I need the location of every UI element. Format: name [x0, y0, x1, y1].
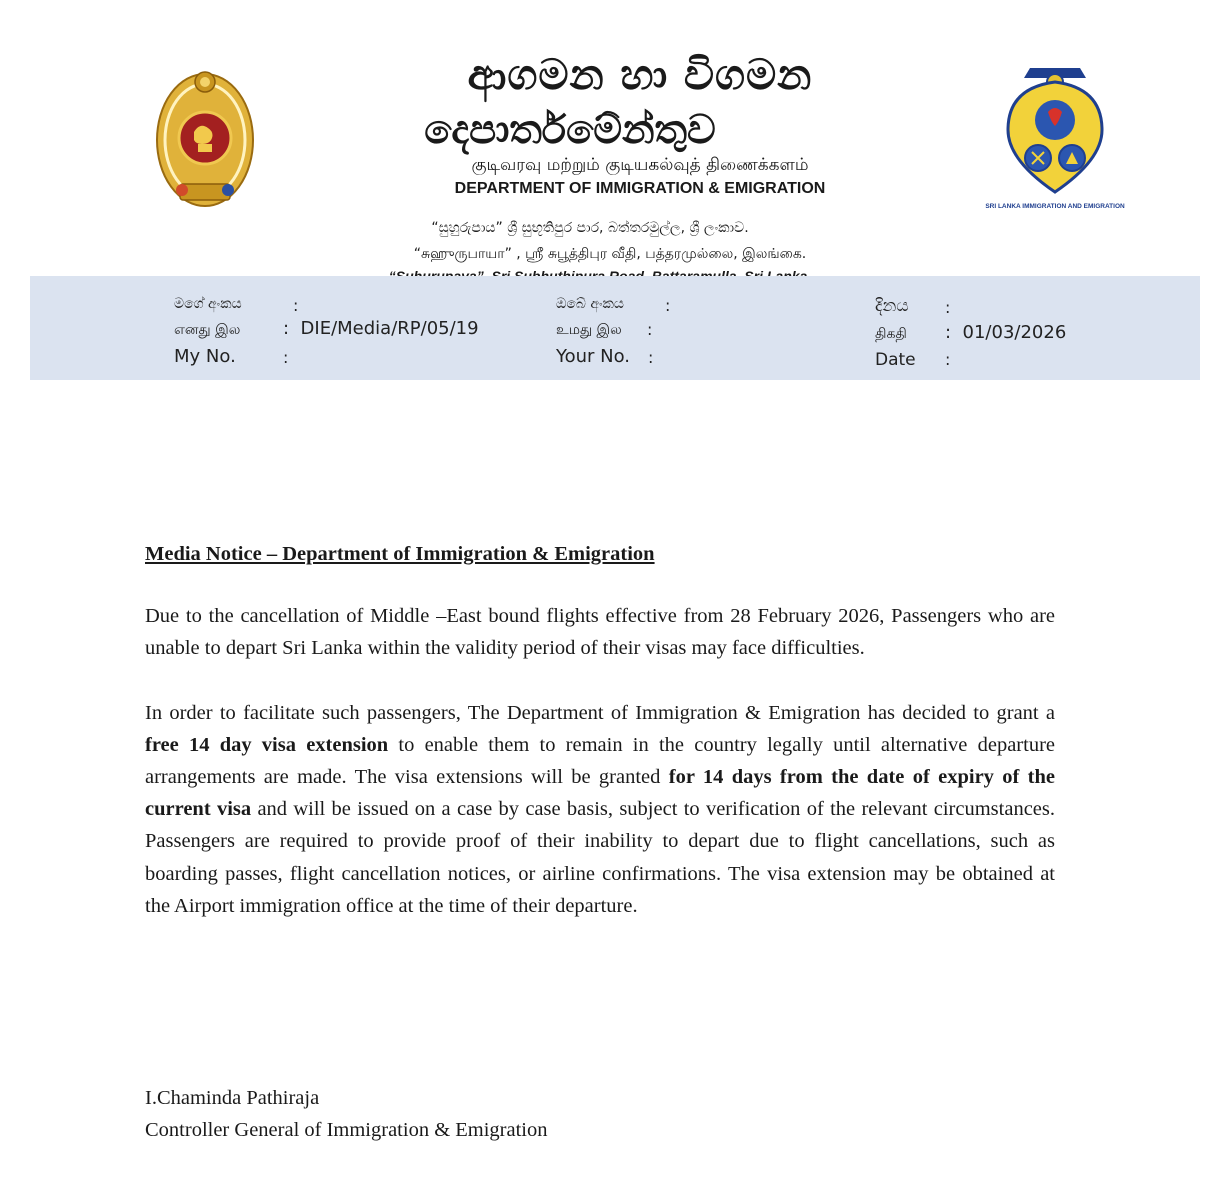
- my-no-value: : DIE/Media/RP/05/19: [283, 318, 479, 339]
- my-no-label-english: My No.: [174, 346, 236, 367]
- department-title-tamil: குடிவரவு மற்றும் குடியகல்வுத் திணைக்களம்: [471, 155, 809, 175]
- address-sinhala: “සුහුරුපාය” ශ්‍රී සුභූතිපුර පාර, බත්තරමුල්ල, ශ්‍රී ලංකාව.: [431, 220, 749, 236]
- your-no-label-english: Your No.: [556, 346, 631, 367]
- date-value: : 01/03/2026: [945, 322, 1067, 343]
- notice-paragraph-1: Due to the cancellation of Middle –East bound flights effective from 28 February 2026, Passengers who are unable to depart Sri Lanka within the validity period of their visas may face difficulties.: [145, 605, 1055, 660]
- signatory-name: I.Chaminda Pathiraja: [145, 1087, 320, 1109]
- my-no-colon-3: :: [283, 348, 289, 367]
- signatory-designation: Controller General of Immigration & Emigration: [145, 1119, 548, 1141]
- date-label-english: Date: [875, 350, 916, 370]
- your-no-colon-3: :: [648, 348, 654, 367]
- address-tamil: “சுஹுருபாயா” , ஸ்ரீ சுபூத்திபுர வீதி, பத்தரமுல்லை, இலங்கை.: [413, 246, 807, 262]
- your-no-colon-2: :: [647, 320, 653, 339]
- national-emblem-icon: [150, 62, 260, 212]
- your-no-colon-1: :: [665, 296, 671, 315]
- your-no-label-tamil: உமது இல: [556, 322, 622, 338]
- reference-band: [30, 276, 1200, 380]
- your-no-label-sinhala: ඔබේ අංකය: [556, 296, 624, 312]
- date-label-tamil: திகதி: [875, 326, 907, 342]
- notice-paragraph-2: In order to facilitate such passengers, The Department of Immigration & Emigration has decided to grant a free 14 day visa extension to enable them to remain in the country legally until alternative departure arrangements are made. The visa extensions will be granted for 14 days from the date of expiry of the current visa and will be issued on a case by case basis, subject to verification of the relevant circumstances. Passengers are required to provide proof of their inability to depart due to flight cancellations, such as boarding passes, flight cancellation notices, or airline confirmations. The visa extension may be obtained at the Airport immigration office at the time of their departure.: [145, 701, 1056, 917]
- my-no-label-sinhala: මගේ අංකය: [174, 296, 242, 312]
- my-no-colon-1: :: [293, 296, 299, 315]
- department-emblem-caption: SRI LANKA IMMIGRATION AND EMIGRATION: [985, 203, 1125, 210]
- date-label-sinhala: දිනය: [875, 296, 909, 316]
- department-title-sinhala-line2: දෙපාර්තමේන්තුව: [424, 107, 716, 153]
- signature-block: [145, 1082, 548, 1146]
- free-extension-emphasis: free 14 day visa extension: [145, 733, 389, 756]
- my-no-label-tamil: எனது இல: [174, 322, 241, 338]
- department-emblem-icon: [985, 60, 1125, 218]
- department-title-english: DEPARTMENT OF IMMIGRATION & EMIGRATION: [454, 180, 826, 197]
- letterhead: [0, 0, 1200, 280]
- date-colon-3: :: [945, 350, 951, 369]
- notice-title: Media Notice – Department of Immigration & Emigration: [145, 543, 655, 565]
- date-colon-1: :: [945, 298, 951, 317]
- department-title-sinhala-line1: ආගමන හා විගමන: [467, 50, 813, 99]
- notice-body: [145, 538, 1055, 922]
- extension-period-emphasis: for 14 days from the date of expiry of the current visa: [145, 766, 1055, 821]
